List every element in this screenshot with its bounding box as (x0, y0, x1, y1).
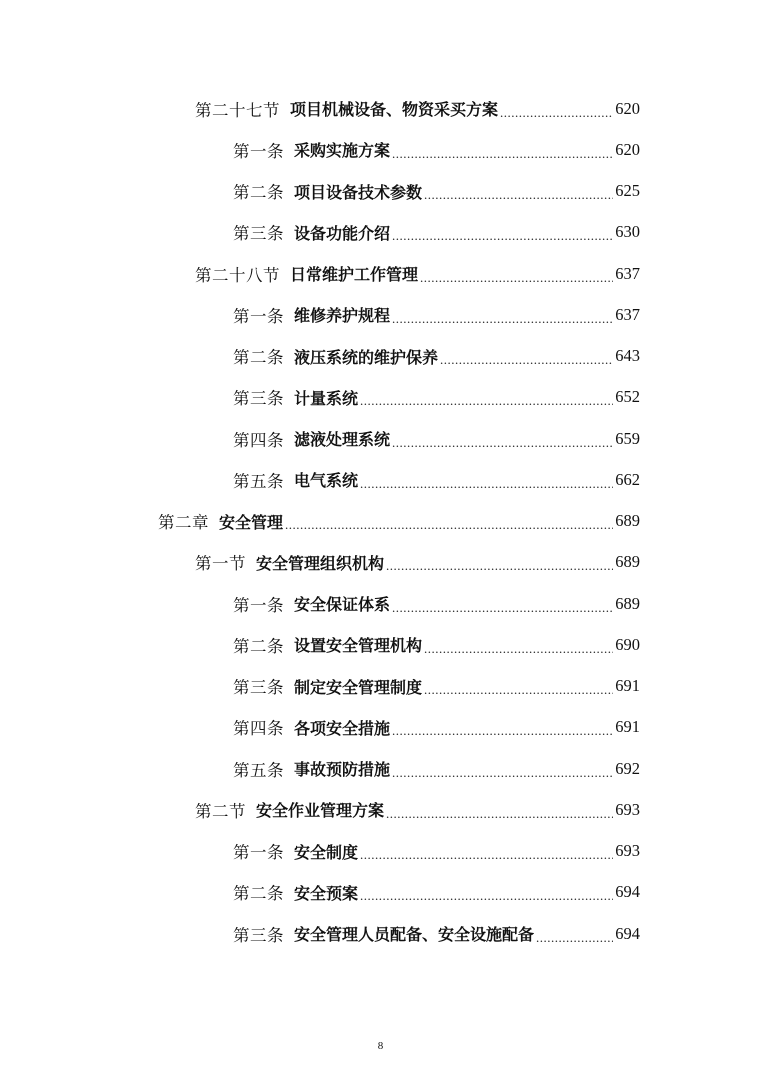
toc-entry-page: 694 (615, 882, 640, 902)
toc-entry[interactable] (0, 913, 761, 954)
dot-leader (392, 228, 613, 244)
toc-entry-title: 安全管理 (219, 512, 284, 532)
dot-leader (392, 435, 613, 451)
toc-entry-number: 第五条 (233, 760, 284, 780)
toc-entry[interactable] (0, 377, 761, 418)
toc-entry-page: 690 (615, 634, 640, 654)
toc-entry[interactable] (0, 294, 761, 335)
toc-entry-page: 693 (615, 799, 640, 819)
toc-entry-number: 第三条 (233, 224, 284, 244)
toc-entry-page: 620 (615, 139, 640, 159)
dot-leader (386, 806, 613, 822)
toc-entry-number: 第一条 (233, 595, 284, 615)
toc-entry-title: 设备功能介绍 (294, 223, 391, 243)
toc-entry-title: 事故预防措施 (294, 760, 391, 780)
toc-entry-title: 项目设备技术参数 (294, 182, 423, 202)
toc-entry[interactable] (0, 253, 761, 294)
dot-leader (360, 847, 613, 863)
dot-leader (386, 558, 613, 574)
toc-entry[interactable] (0, 129, 761, 170)
toc-entry-title: 计量系统 (294, 388, 359, 408)
dot-leader (392, 765, 613, 781)
toc-entry-number: 第一条 (233, 306, 284, 326)
toc-entry[interactable] (0, 872, 761, 913)
page-footer-number: 8 (377, 1040, 384, 1052)
toc-entry-title: 维修养护规程 (294, 306, 391, 326)
toc-entry-page: 691 (615, 717, 640, 737)
dot-leader (360, 393, 613, 409)
toc-entry-number: 第一条 (233, 141, 284, 161)
toc-entry[interactable] (0, 748, 761, 789)
toc-entry-page: 662 (615, 469, 640, 489)
dot-leader (392, 600, 613, 616)
toc-entry-page: 630 (615, 222, 640, 242)
toc-entry-page: 659 (615, 428, 640, 448)
toc-entry-page: 693 (615, 841, 640, 861)
toc-entry-number: 第二条 (233, 636, 284, 656)
toc-entry-page: 637 (615, 263, 640, 283)
dot-leader (424, 187, 613, 203)
toc-entry-number: 第二条 (233, 183, 284, 203)
toc-entry-title: 制定安全管理制度 (294, 677, 423, 697)
toc-entry-title: 日常维护工作管理 (290, 265, 419, 285)
toc-entry-title: 设置安全管理机构 (294, 636, 423, 656)
dot-leader (392, 723, 613, 739)
toc-entry-title: 各项安全措施 (294, 718, 391, 738)
toc-entry-page: 643 (615, 346, 640, 366)
dot-leader (360, 888, 613, 904)
toc-entry-page: 637 (615, 304, 640, 324)
toc-entry-number: 第二章 (158, 513, 209, 533)
toc-entry[interactable] (0, 583, 761, 624)
toc-entry-number: 第三条 (233, 925, 284, 945)
toc-entry[interactable] (0, 459, 761, 500)
toc-entry[interactable] (0, 624, 761, 665)
toc-entry-page: 689 (615, 593, 640, 613)
dot-leader (360, 476, 613, 492)
toc-entry-title: 电气系统 (294, 471, 359, 491)
toc-entry-page: 689 (615, 552, 640, 572)
toc-entry-title: 安全管理人员配备、安全设施配备 (294, 925, 535, 945)
toc-entry[interactable] (0, 789, 761, 830)
dot-leader (536, 930, 613, 946)
toc-entry[interactable] (0, 707, 761, 748)
toc-entry-title: 安全作业管理方案 (256, 801, 385, 821)
toc-entry-title: 安全预案 (294, 883, 359, 903)
toc-entry[interactable] (0, 831, 761, 872)
dot-leader (440, 352, 613, 368)
table-of-contents (0, 88, 761, 954)
toc-entry-page: 625 (615, 181, 640, 201)
toc-entry-title: 项目机械设备、物资采买方案 (290, 100, 499, 120)
toc-entry-number: 第二十八节 (195, 265, 280, 285)
toc-entry-number: 第二节 (195, 801, 246, 821)
toc-entry-title: 安全保证体系 (294, 595, 391, 615)
toc-entry-title: 滤液处理系统 (294, 430, 391, 450)
dot-leader (424, 682, 613, 698)
dot-leader (424, 641, 613, 657)
toc-entry-title: 采购实施方案 (294, 141, 391, 161)
toc-entry[interactable] (0, 171, 761, 212)
toc-entry[interactable] (0, 88, 761, 129)
toc-entry-page: 692 (615, 758, 640, 778)
toc-entry-page: 620 (615, 98, 640, 118)
toc-entry-title: 安全管理组织机构 (256, 553, 385, 573)
toc-entry-page: 694 (615, 923, 640, 943)
toc-entry[interactable] (0, 501, 761, 542)
toc-entry-number: 第二条 (233, 348, 284, 368)
toc-entry-number: 第三条 (233, 678, 284, 698)
toc-entry[interactable] (0, 666, 761, 707)
toc-entry-title: 液压系统的维护保养 (294, 347, 439, 367)
dot-leader (285, 517, 613, 533)
toc-entry[interactable] (0, 542, 761, 583)
toc-entry-page: 652 (615, 387, 640, 407)
toc-entry-number: 第四条 (233, 430, 284, 450)
toc-entry-page: 691 (615, 676, 640, 696)
dot-leader (392, 311, 613, 327)
toc-entry-number: 第二条 (233, 884, 284, 904)
toc-entry-number: 第五条 (233, 471, 284, 491)
toc-entry-number: 第一条 (233, 843, 284, 863)
toc-entry-number: 第二十七节 (195, 100, 280, 120)
toc-entry[interactable] (0, 336, 761, 377)
toc-entry[interactable] (0, 212, 761, 253)
toc-entry-number: 第一节 (195, 554, 246, 574)
toc-entry-page: 689 (615, 511, 640, 531)
toc-entry-number: 第四条 (233, 719, 284, 739)
dot-leader (392, 146, 613, 162)
toc-entry[interactable] (0, 418, 761, 459)
dot-leader (420, 270, 613, 286)
dot-leader (500, 105, 613, 121)
toc-entry-number: 第三条 (233, 389, 284, 409)
toc-entry-title: 安全制度 (294, 842, 359, 862)
